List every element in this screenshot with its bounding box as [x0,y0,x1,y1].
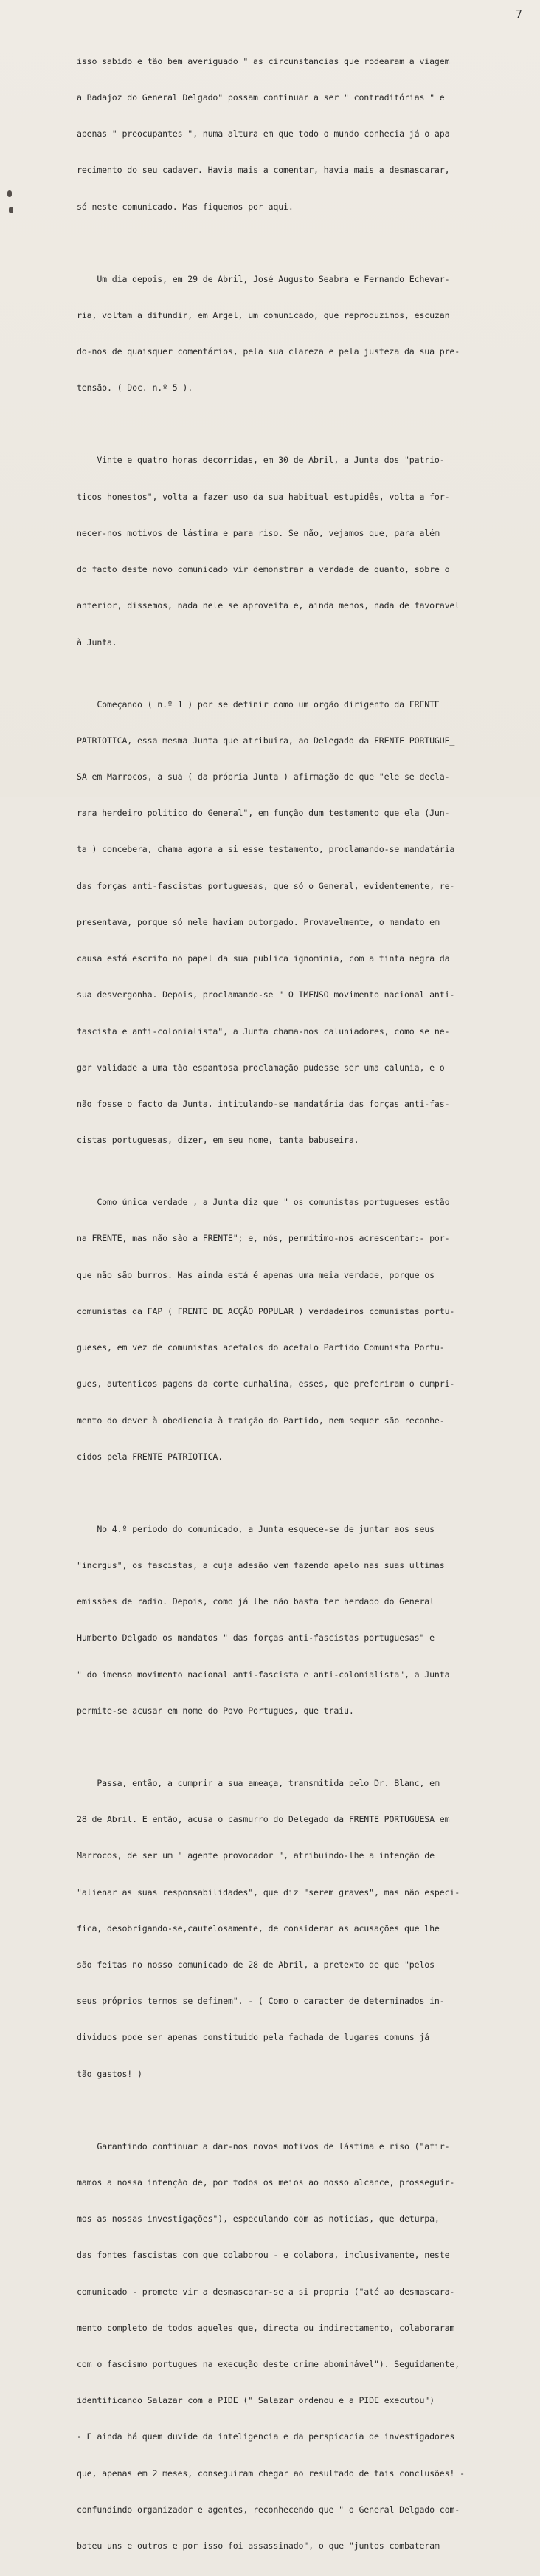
text-line: SA em Marrocos, a sua ( da própria Junta ) afirmação de que "ele se decla- [77,771,450,782]
text-line: gueses, em vez de comunistas acefalos do acefalo Partido Comunista Portu- [77,1342,445,1353]
text-line: na FRENTE, mas não são a FRENTE"; e, nós, permitimo-nos acrescentar:- por- [77,1233,450,1244]
text-line: do facto deste novo comunicado vir demonstrar a verdade de quanto, sobre o [77,564,450,575]
page-number: 7 [515,7,522,21]
text-line: fascista e anti-colonialista", a Junta chama-nos caluniadores, como se ne- [77,1026,450,1037]
text-line: recimento do seu cadaver. Havia mais a comentar, havia mais a desmascarar, [77,165,450,176]
binder-hole-mark [9,207,13,213]
text-line: mos as nossas investigações"), especulando com as noticias, que deturpa, [77,2213,440,2225]
text-line: seus próprios termos se definem". - ( Como o caracter de determinados in- [77,1996,445,2007]
text-line: comunicado - promete vir a desmascarar-se a si propria ("até ao desmascara- [77,2286,455,2297]
text-line: mamos a nossa intenção de, por todos os meios ao nosso alcance, prosseguir- [77,2177,455,2188]
text-line: identificando Salazar com a PIDE (" Salazar ordenou e a PIDE executou") [77,2395,435,2406]
text-line: são feitas no nosso comunicado de 28 de Abril, a pretexto de que "pelos [77,1959,435,1970]
paragraph-1 [77,31,522,237]
text-line: necer-nos motivos de lástima e para riso. Se não, vejamos que, para além [77,527,440,538]
text-line: Vinte e quatro horas decorridas, em 30 de Abril, a Junta dos "patrio- [77,455,445,466]
text-line: sua desvergonha. Depois, proclamando-se " O IMENSO movimento nacional anti- [77,989,455,1000]
paragraph-8 [77,2116,522,2576]
text-line: ria, voltam a difundir, em Argel, um comunicado, que reproduzimos, escuzan [77,309,450,320]
text-line: dividuos pode ser apenas constituido pela fachada de lugares comuns já [77,2032,430,2043]
text-line: permite-se acusar em nome do Povo Portugues, que traiu. [77,1705,354,1716]
text-line: Um dia depois, em 29 de Abril, José Augusto Seabra e Fernando Echevar- [77,273,450,284]
text-line: gar validade a uma tão espantosa proclamação pudesse ser uma calunia, e o [77,1062,445,1073]
text-line: Humberto Delgado os mandatos " das forças anti-fascistas portuguesas" e [77,1632,435,1644]
text-line: emissões de radio. Depois, como já lhe não basta ter herdado do General [77,1596,435,1607]
text-line: rara herdeiro politico do General", em função dum testamento que ela (Jun- [77,808,450,819]
paragraph-2 [77,249,522,419]
text-line: bateu uns e outros e por isso foi assassinado", o que "juntos combateram [77,2541,440,2552]
text-line: "alienar as suas responsabilidades", que diz "serem graves", mas não especi- [77,1886,460,1897]
text-line: cidos pela FRENTE PATRIOTICA. [77,1451,224,1462]
text-line: cistas portuguesas, dizer, em seu nome, tanta babuseira. [77,1135,359,1146]
text-line: presentava, porque só nele haviam outorgado. Provavelmente, o mandato em [77,916,440,927]
text-line: das fontes fascistas com que colaborou - e colabora, inclusivamente, neste [77,2250,450,2261]
text-line: "incrgus", os fascistas, a cuja adesão vem fazendo apelo nas suas ultimas [77,1559,445,1570]
text-line: Marrocos, de ser um " agente provocador ", atribuindo-lhe a intenção de [77,1850,435,1861]
text-line: 28 de Abril. E então, acusa o casmurro do Delegado da FRENTE PORTUGUESA em [77,1814,450,1825]
text-line: do-nos de quaisquer comentários, pela sua clareza e pela justeza da sua pre- [77,346,460,357]
text-line: a Badajoz do General Delgado" possam continuar a ser " contraditórias " e [77,92,445,103]
paragraph-7 [77,1753,522,2104]
text-line: Como única verdade , a Junta diz que " os comunistas portugueses estão [77,1197,450,1208]
text-line: anterior, dissemos, nada nele se aproveita e, ainda menos, nada de favoravel [77,600,460,611]
paragraph-5 [77,1172,522,1487]
text-line: mento do dever à obediencia à traição do Partido, nem sequer são reconhe- [77,1415,445,1426]
text-line: tão gastos! ) [77,2068,142,2079]
text-line: comunistas da FAP ( FRENTE DE ACÇÃO POPULAR ) verdadeiros comunistas portu- [77,1305,455,1316]
text-line: Começando ( n.º 1 ) por se definir como um orgão dirigento da FRENTE [77,698,440,710]
text-line: Garantindo continuar a dar-nos novos motivos de lástima e riso ("afir- [77,2140,450,2151]
text-line: No 4.º periodo do comunicado, a Junta esquece-se de juntar aos seus [77,1523,435,1534]
text-line: com o fascismo portugues na execução deste crime abominável"). Seguidamente, [77,2358,460,2369]
paragraph-4 [77,674,522,1171]
document-body [77,31,522,2576]
text-line: Passa, então, a cumprir a sua ameaça, transmitida pelo Dr. Blanc, em [77,1777,440,1788]
text-line: ticos honestos", volta a fazer uso da sua habitual estupidês, volta a for- [77,491,450,502]
text-line: causa está escrito no papel da sua publica ignominia, com a tinta negra da [77,953,450,964]
text-line: confundindo organizador e agentes, reconhecendo que " o General Delgado com- [77,2504,460,2515]
text-line: PATRIOTICA, essa mesma Junta que atribuira, ao Delegado da FRENTE PORTUGUE_ [77,735,455,746]
text-line: à Junta. [77,636,117,648]
paragraph-6 [77,1499,522,1741]
text-line: " do imenso movimento nacional anti-fascista e anti-colonialista", a Junta [77,1669,450,1680]
binder-hole-mark [7,190,12,197]
text-line: isso sabido e tão bem averiguado " as circunstancias que rodearam a viagem [77,55,450,66]
text-line: que, apenas em 2 meses, conseguiram chegar ao resultado de tais conclusões! - [77,2467,465,2479]
text-line: apenas " preocupantes ", numa altura em que todo o mundo conhecia já o apa [77,128,450,140]
text-line: fica, desobrigando-se,cautelosamente, de considerar as acusações que lhe [77,1923,440,1934]
text-line: - E ainda há quem duvide da inteligencia e da perspicacia de investigadores [77,2431,455,2442]
paragraph-3 [77,430,522,673]
text-line: das forças anti-fascistas portuguesas, que só o General, evidentemente, re- [77,880,455,891]
text-line: que não são burros. Mas ainda está é apenas uma meia verdade, porque os [77,1269,435,1280]
text-line: só neste comunicado. Mas fiquemos por aqui. [77,201,294,212]
text-line: tensão. ( Doc. n.º 5 ). [77,382,193,394]
text-line: mento completo de todos aqueles que, directa ou indirectamento, colaboraram [77,2322,455,2333]
text-line: não fosse o facto da Junta, intitulando-se mandatária das forças anti-fas- [77,1098,450,1109]
text-line: gues, autenticos pagens da corte cunhalina, esses, que preferiram o cumpri- [77,1378,455,1390]
text-line: ta ) concebera, chama agora a si esse testamento, proclamando-se mandatária [77,844,455,855]
